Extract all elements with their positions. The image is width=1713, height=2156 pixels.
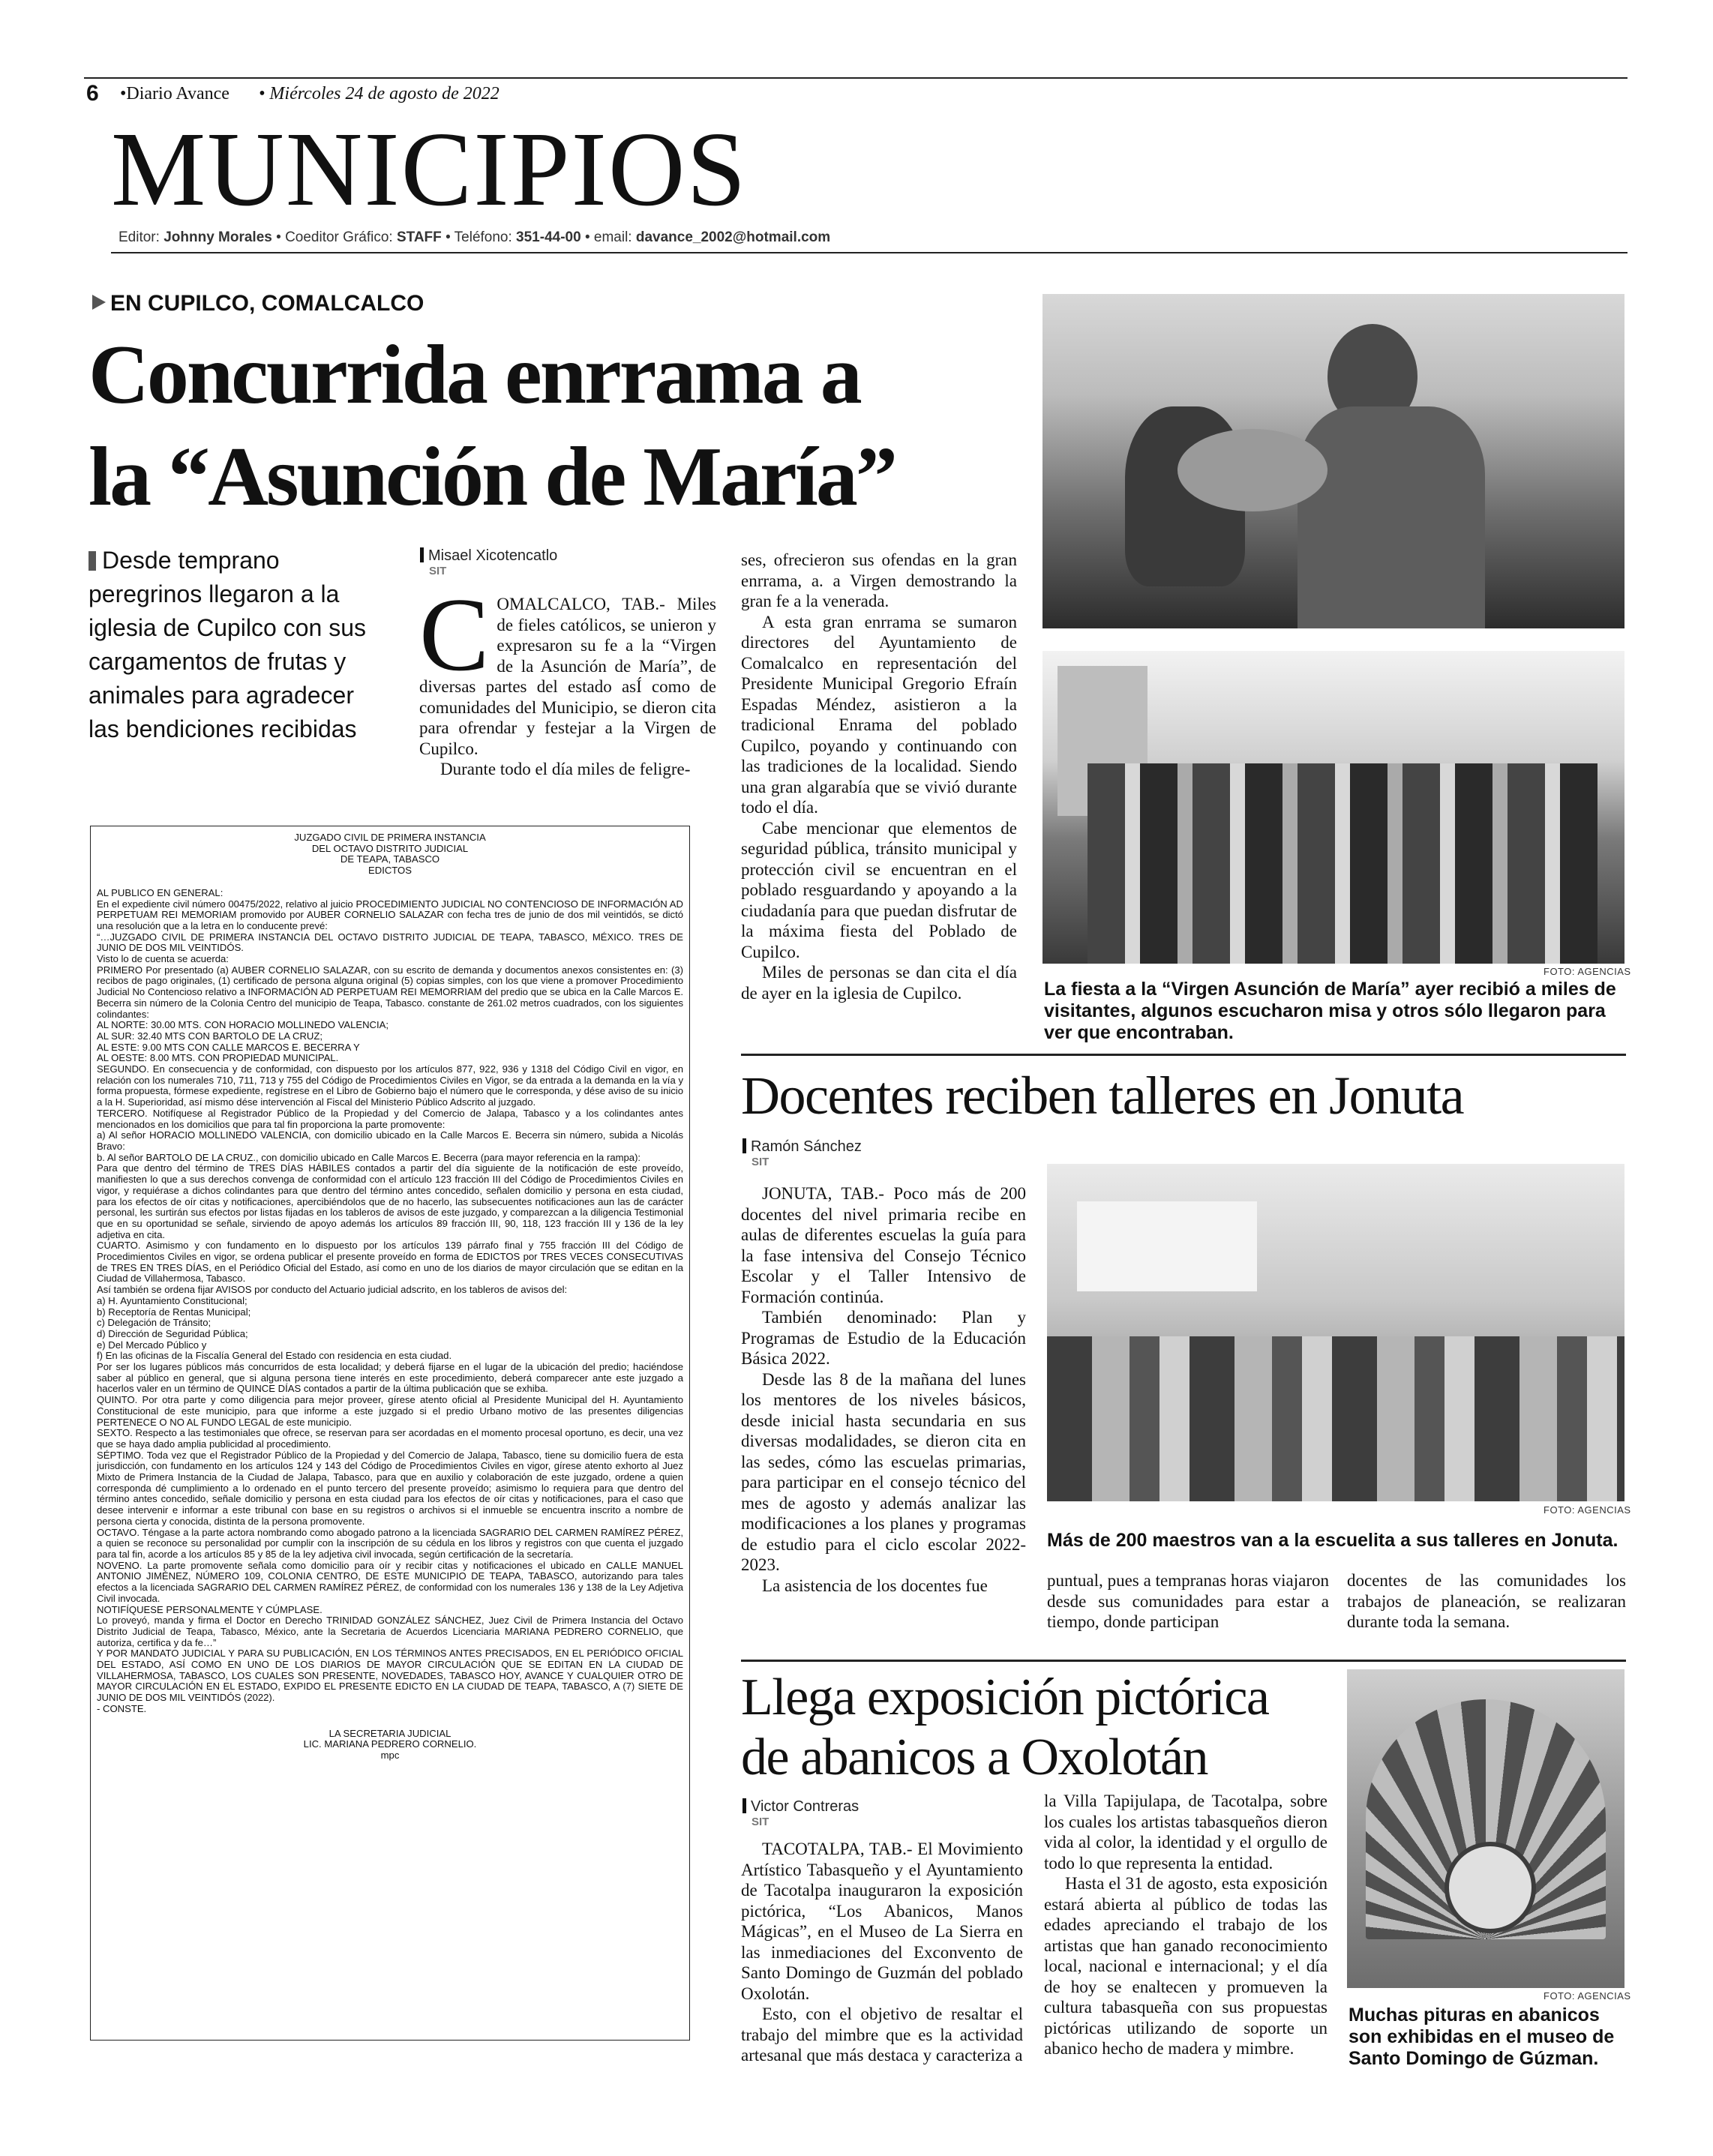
- story2-p4: La asistencia de los docentes fue: [762, 1576, 988, 1595]
- story2-p6: docentes de las comunidades los trabajos de planeación, se realizaran durante toda la semana.: [1347, 1571, 1626, 1631]
- edict-p22: f) En las oficinas de la Fiscalía General del Estado con residencia en esta ciudad.: [97, 1350, 452, 1362]
- phone-number: 351-44-00: [516, 229, 581, 245]
- kicker-text: EN CUPILCO, COMALCALCO: [110, 291, 424, 316]
- story2-col-3: [1347, 1570, 1626, 1633]
- byline-marker-icon: [420, 547, 424, 562]
- main-col2-p4: Miles de personas se dan cita el día de ayer en la iglesia de Cupilco.: [741, 963, 1017, 1003]
- coeditor-label: • Coeditor Gráfico:: [276, 229, 393, 245]
- story3-photo-credit: FOTO: AGENCIAS: [1544, 1990, 1631, 2002]
- story2-col-2: [1047, 1570, 1329, 1633]
- procession-photo: [1042, 294, 1624, 628]
- byline-story2: [742, 1138, 862, 1168]
- edict-sign-1: LA SECRETARIA JUDICIAL: [328, 1727, 452, 1739]
- edict-p21: e) Del Mercado Público y: [97, 1339, 207, 1351]
- story2-photo-credit: FOTO: AGENCIAS: [1544, 1504, 1631, 1516]
- edict-p15: CUARTO. Asimismo y con fundamento en lo dispuesto por los artículos 139 párrafo final y 755 fracción III del Código de Procedimientos Civiles en vigor, se ordena publicar el presente proveído en forma de EDICTOS por TRES VECES CONSECUTIVAS de TRES EN TRES DÍAS, en el Periódico Oficial del Estado, así como en uno de los diarios de mayor circulación que se editan en la Ciudad de Villahermosa, Tabasco.: [97, 1240, 683, 1285]
- edict-p11: TERCERO. Notifíquese al Registrador Público de la Propiedad y del Comercio de Jalapa, Tabasco y a los colindantes antes mencionados en los domicilios que para tal fin proporciona la parte promovente:: [97, 1107, 683, 1130]
- story3-col-1: [741, 1839, 1023, 2066]
- edict-p06: AL NORTE: 30.00 MTS. CON HORACIO MOLLINEDO VALENCIA;: [97, 1019, 389, 1031]
- story3-headline: [741, 1668, 1269, 1788]
- story3-p4: Hasta el 31 de agosto, esta exposición estará abierta al público de todas las edades apreciando el trabajo de los artistas que han ganado reconocimiento local, nacional e internacional; y el día de hoy se enaltecen y promueven la cultura tabasqueña con sus propuestas pictóricas utilizando de soporte un abanico hecho de madera y mimbre.: [1044, 1874, 1328, 2058]
- email-label: • email:: [584, 229, 632, 245]
- main-col2-p1: ses, ofrecieron sus ofendas en la gran enrrama, a. a Virgen demostrando la gran fe a la venerada.: [741, 550, 1017, 610]
- edict-p03: “…JUZGADO CIVIL DE PRIMERA INSTANCIA DEL OCTAVO DISTRITO JUDICIAL DE TEAPA, TABASCO, MÉXICO. TRES DE JUNIO DE DOS MIL VEINTIDÓS.: [97, 931, 683, 954]
- edict-p20: d) Dirección de Seguridad Pública;: [97, 1327, 248, 1339]
- deck: [88, 544, 381, 746]
- deck-text: Desde temprano peregrinos llegaron a la iglesia de Cupilco con sus cargamentos de frutas y animales para agradecer las bendiciones recibidas: [88, 547, 366, 742]
- story2-p2: También denominado: Plan y Programas de Estudio de la Educación Básica 2022.: [741, 1308, 1026, 1368]
- agency: SIT: [752, 1156, 770, 1168]
- story3-headline-line-1: Llega exposición pictórica: [741, 1669, 1269, 1726]
- story2-headline: Docentes reciben talleres en Jonuta: [741, 1066, 1464, 1126]
- section-title: MUNICIPIOS: [111, 109, 748, 228]
- edict-p02: En el expediente civil número 00475/2022, relativo al juicio PROCEDIMIENTO JUDICIAL NO CONTENCIOSO DE INFORMACIÓN AD PERPETUAM REI MEMORIAM promovido por AUBER CORNELIO SALAZAR con fecha tres de junio de dos mil veintidós, se dictó una resolución que a la letra en lo conducente prevé:: [97, 898, 683, 931]
- drop-cap: C: [419, 577, 490, 693]
- story3-headline-line-2: de abanicos a Oxolotán: [741, 1729, 1208, 1786]
- issue-date: • Miércoles 24 de agosto de 2022: [259, 84, 500, 103]
- edict-p24: QUINTO. Por otra parte y como diligencia para mejor proveer, gírese atento oficial al Presidente Municipal del H. Ayuntamiento Constitucional de este municipio, para que informe a este juzgado si el predio Urbano motivo de las presentes diligencias PERTENECE O NO AL FUNDO LEGAL de este municipio.: [97, 1394, 683, 1428]
- story2-caption: Más de 200 maestros van a la escuelita a sus talleres en Jonuta.: [1047, 1530, 1618, 1551]
- edict-p09: AL OESTE: 8.00 MTS. CON PROPIEDAD MUNICIPAL.: [97, 1052, 339, 1064]
- main-caption: La fiesta a la “Virgen Asunción de María” ayer recibió a miles de visitantes, algunos escucharon misa y otros sólo llegaron para ver que encontraban.: [1044, 979, 1616, 1043]
- edict-p07: AL SUR: 32.40 MTS CON BARTOLO DE LA CRUZ;: [97, 1030, 323, 1042]
- email-address: davance_2002@hotmail.com: [635, 229, 831, 245]
- kicker: [92, 291, 424, 316]
- edict-p32: - CONSTE.: [97, 1702, 147, 1714]
- edict-head-1: JUZGADO CIVIL DE PRIMERA INSTANCIA: [294, 832, 486, 843]
- edict-p27: OCTAVO. Téngase a la parte actora nombrando como abogado patrono a la licenciada SAGRARIO DEL CARMEN RAMÍREZ PÉREZ, a quien se reconoce su personalidad por cumplir con la inscripción de su cédula en los libros y registros con que cuenta el juzgado para tal fin, acorde a los artículos 85 y 85 de la ley adjetiva civil invocada, según certificación de la secretaría.: [97, 1526, 683, 1560]
- fan-painting-photo: [1347, 1669, 1624, 1988]
- edict-p26: SÉPTIMO. Toda vez que el Registrador Público de la Propiedad y del Comercio de Jalapa, Tabasco, tiene su domicilio fuera de esta jurisdicción, con fundamento en los artículos 124 y 143 del Código de Procedimientos Civiles en vigor, gírese atento exhorto al Juez Mixto de Primera Instancia de la Ciudad de Jalapa, Tabasco, para que en auxilio y colaboración de este juzgado, ordene a quien corresponda dé cumplimiento a lo ordenado en el punto tercero del presente proveído; asimismo lo requiera para que dentro del término antes concedido, señale domicilio y persona en esta ciudad para los efectos de oír citas y notificaciones, para el caso que desee intervenir e informar a este tribunal con base en su registros o archivos si el inmueble se encuentra inscrito a nombre de persona cierta y conocida, distinta de la persona promovente.: [97, 1449, 683, 1527]
- edict-head-4: EDICTOS: [368, 865, 412, 877]
- story3-p1: TACOTALPA, TAB.- El Movimiento Artístico Tabasqueño y el Ayuntamiento de Tacotalpa inauguraron la exposición pictórica, “Los Abanicos, Manos Mágicas”, en el Museo de La Sierra en las inmediaciones del Exconvento de Santo Domingo de Guzmán del poblado Oxolotán.: [741, 1840, 1023, 2003]
- headline-line-2: la “Asunción de María”: [88, 430, 896, 523]
- main-col2-p2: A esta gran enrrama se sumaron directores del Ayuntamiento de Comalcalco en representación del Presidente Municipal Gregorio Efraín Espadas Méndez, asistieron a la tradicional Enrama del poblado Cupilco, poyando y continuando con las tradiciones de la localidad. Siendo una gran algarabía que se vivió durante todo el día.: [741, 612, 1017, 817]
- page-number: 6: [86, 81, 99, 106]
- author: Misael Xicotencatlo: [428, 547, 558, 564]
- story3-col-2: [1044, 1791, 1328, 2059]
- edict-p18: b) Receptoría de Rentas Municipal;: [97, 1306, 251, 1318]
- byline-marker-icon: [742, 1798, 746, 1813]
- deck-marker-icon: [88, 551, 96, 571]
- main-headline: [88, 324, 896, 528]
- legal-edict: [90, 826, 690, 2041]
- officials-group-photo: [1042, 651, 1624, 964]
- edict-p14: Para que dentro del término de TRES DÍAS HÁBILES contados a partir del día siguiente de la notificación de este proveído, manifiesten lo que a sus derechos convenga de conformidad con el artículo 123 fracción III del Código de Procedimientos Civiles en vigor, y requiérase a dichos colindantes para que dentro del término antes concedido, señalen domicilio y persona en esta ciudad, para los efectos de oír citas y notificaciones, apercibiéndolos que de no hacerlo, las subsecuentes notificaciones aun las de carácter personal, les surtirán sus efectos por listas fijadas en los tableros de avisos de este juzgado, y comparezcan a la diligencia Testimonial que en su oportunidad se señale, sirviendo de apoyo además los artículos 89 fracción III, 90, 118, 123 fracción III y 136 de la ley adjetiva en cita.: [97, 1162, 683, 1240]
- editor-label: Editor:: [118, 229, 160, 245]
- phone-label: • Teléfono:: [446, 229, 512, 245]
- classroom-photo: [1047, 1164, 1624, 1501]
- edict-p05: PRIMERO Por presentado (a) AUBER CORNELIO SALAZAR, con su escrito de demanda y documentos anexos consistentes en: (3) recibos de pago originales, (1) certificado de persona alguna original (5) copias simples, con los que viene a promover Procedimiento Judicial No Contencioso relativo a INFORMACIÓN AD PERPETUAM REI MEMORRIAM del predio que se ubica en la Calle Marcos E. Becerra sin número de la Colonia Centro del municipio de Teapa, Tabasco. constante de 261.02 metros cuadrados, con los siguientes colindantes:: [97, 964, 683, 1020]
- edict-sign-3: mpc: [380, 1749, 400, 1761]
- editor-name: Johnny Morales: [164, 229, 272, 245]
- triangle-icon: [92, 295, 106, 310]
- main-photo-credit: FOTO: AGENCIAS: [1544, 966, 1631, 977]
- main-col-2: [741, 550, 1017, 1003]
- edict-p28: NOVENO. La parte promovente señala como domicilio para oír y recibir citas y notificaciones el ubicado en CALLE MANUEL ANTONIO JIMÉNEZ, NÚMERO 109, COLONIA CENTRO, DE ESTE MUNICIPIO DE TEAPA, TABASCO, autorizando para tales efectos a la licenciada SAGRARIO DEL CARMEN RAMÍREZ PÉREZ, de conformidad con los numerales 136 y 138 de la Ley Adjetiva Civil invocada.: [97, 1559, 683, 1604]
- author: Victor Contreras: [751, 1798, 860, 1815]
- story3-p2: Esto, con el objetivo de resaltar el trabajo del mimbre que es la actividad artesanal que más destaca y caracteriza a: [741, 2005, 1023, 2065]
- edict-p31: Y POR MANDATO JUDICIAL Y PARA SU PUBLICACIÓN, EN LOS TÉRMINOS ANTES PRECISADOS, EN EL PERIÓDICO OFICIAL DEL ESTADO, ASÍ COMO EN UNO DE LOS DIARIOS DE MAYOR CIRCULACIÓN QUE SE EDITAN EN LA CIUDAD DE VILLAHERMOSA, TABASCO, LOS CUALES SON PRESENTE, NOVEDADES, TABASCO HOY, AVANCE Y CUALQUIER OTRO DE MAYOR CIRCULACIÓN EN EL ESTADO, EXPIDO EL PRESENTE EDICTO EN LA CIUDAD DE TEAPA, TABASCO, A (7) SIETE DE JUNIO DE DOS MIL VEINTIDÓS (2022).: [97, 1648, 683, 1704]
- coeditor-name: STAFF: [396, 229, 442, 245]
- edict-p08: AL ESTE: 9.00 MTS CON CALLE MARCOS E. BECERRA Y: [97, 1041, 360, 1053]
- edict-p16: Así también se ordena fijar AVISOS por conducto del Actuario judicial adscrito, en los tableros de avisos del:: [97, 1284, 568, 1296]
- edict-p17: a) H. Ayuntamiento Constitucional;: [97, 1294, 248, 1306]
- author: Ramón Sánchez: [751, 1138, 862, 1155]
- edict-p13: b. Al señor BARTOLO DE LA CRUZ., con domicilio ubicado en Calle Marcos E. Becerra (para mayor referencia en la rampa):: [97, 1151, 641, 1163]
- story2-col-1: [741, 1183, 1026, 1596]
- edict-p19: c) Delegación de Tránsito;: [97, 1317, 212, 1329]
- headline-line-1: Concurrida enrrama a: [88, 328, 860, 421]
- byline-main: [420, 547, 557, 577]
- edict-p30: Lo proveyó, manda y firma el Doctor en Derecho TRINIDAD GONZÁLEZ SÁNCHEZ, Juez Civil de Primera Instancia del Octavo Distrito Judicial de Teapa, Tabasco, México, ante la Secretaria de Acuerdos Licenciaria MARIANA PEDRERO CORNELIO, que autoriza, certifica y da fe…”: [97, 1615, 683, 1648]
- edict-p25: SEXTO. Respecto a las testimoniales que ofrece, se reservan para ser acordadas en el momento procesal oportuno, es decir, una vez que se haya dado amplia publicidad al procedimiento.: [97, 1427, 683, 1450]
- story2-p3: Desde las 8 de la mañana del lunes los mentores de los niveles básicos, desde inicial hasta secundaria en sus diversas modalidades, se dieron cita en las sedes, cómo las escuelas primarias, para participar en el consejo técnico del mes de agosto y además analizar las modificaciones a los planes y programas de estudio para el ciclo escolar 2022-2023.: [741, 1369, 1026, 1574]
- agency: SIT: [752, 1816, 770, 1828]
- main-col1-p2: Durante todo el día miles de feligre-: [440, 760, 691, 778]
- byline-marker-icon: [742, 1138, 746, 1153]
- main-col-1: [419, 577, 716, 780]
- edict-p12: a) Al señor HORACIO MOLLINEDO VALENCIA, con domicilio ubicado en la Calle Marcos E. Becerra sin número, subida a Nicolás Bravo:: [97, 1129, 683, 1152]
- edict-head-3: DE TEAPA, TABASCO: [340, 853, 440, 865]
- story2-p5: puntual, pues a tempranas horas viajaron desde sus comunidades para estar a tiempo, donde participan: [1047, 1571, 1329, 1631]
- story3-caption: Muchas pituras en abanicos son exhibidas en el museo de Santo Domingo de Gúzman.: [1348, 2005, 1615, 2069]
- edict-p23: Por ser los lugares públicos más concurridos de esta localidad; y deberá fijarse en el lugar de la ubicación del predio; haciéndose saber al público en general, que si alguna persona tiene interés en este procedimiento, deberá comparecer ante este juzgado a hacerlos valer en un término de QUINCE DÍAS contados a partir de la última publicación que se exhiba.: [97, 1361, 683, 1395]
- edict-p29: NOTIFÍQUESE PERSONALMENTE Y CÚMPLASE.: [97, 1603, 322, 1615]
- edict-p04: Visto lo de cuenta se acuerda:: [97, 953, 229, 965]
- main-col1-p1: OMALCALCO, TAB.- Miles de fieles católicos, se unieron y expresaron su fe a la “Virgen de la Asunción de María”, de diversas partes del estado asÍ como de comunidades del Municipio, se dieron cita para ofrendar y festejar a la Virgen de Cupilco.: [419, 595, 716, 758]
- byline-story3: [742, 1798, 859, 1828]
- main-col2-p3: Cabe mencionar que elementos de seguridad pública, tránsito municipal y protección civil se encuentran en el poblado resguardando y apoyando a la ciudadanía para que puedan disfrutar de la máxima fiesta del Poblado de Cupilco.: [741, 818, 1017, 961]
- staff-line: [118, 229, 830, 246]
- story3-p3: la Villa Tapijulapa, de Tacotalpa, sobre los cuales los artistas tabasqueños dieron vida al color, la identidad y el orgullo de todo lo que representa la entidad.: [1044, 1792, 1328, 1873]
- paper-name: •Diario Avance: [120, 84, 230, 103]
- agency: SIT: [429, 565, 447, 577]
- story2-p1: JONUTA, TAB.- Poco más de 200 docentes del nivel primaria recibe en aulas de diferentes escuelas la guía para la fase intensiva del Consejo Técnico Escolar y el Taller Intensivo de Formación continúa.: [741, 1184, 1026, 1306]
- edict-p10: SEGUNDO. En consecuencia y de conformidad, con dispuesto por los artículos 877, 922, 936 y 1318 del Código Civil en vigor, en relación con los numerales 710, 711, 713 y 755 del Código de Procedimientos Civiles en Vigor, se da entrada a la demanda en la vía y forma propuesta, fórmese expediente, regístrese en el Libro de Gobierno bajo el número que le corresponda, y dése aviso de su inicio a la H. Superioridad, así mismo dése intervención al Fiscal del Ministerio Público Adscrito al juzgado.: [97, 1063, 683, 1108]
- edict-sign-2: LIC. MARIANA PEDRERO CORNELIO.: [303, 1738, 477, 1750]
- edict-p01: AL PUBLICO EN GENERAL:: [97, 886, 224, 898]
- edict-head-2: DEL OCTAVO DISTRITO JUDICIAL: [311, 842, 469, 854]
